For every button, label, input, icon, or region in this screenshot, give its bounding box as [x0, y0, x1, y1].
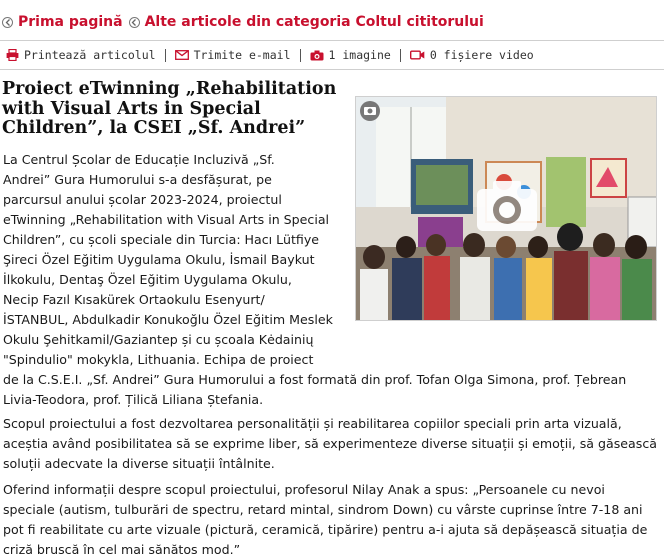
- breadcrumb-category-label: Alte articole din categoria Coltul cititorului: [144, 14, 484, 30]
- classroom-photo-illustration: [356, 97, 657, 321]
- breadcrumb: [2, 12, 484, 32]
- images-count[interactable]: [301, 49, 401, 62]
- envelope-icon: [175, 50, 189, 60]
- video-camera-icon: [410, 50, 425, 60]
- article-paragraph-3: Oferind informații despre scopul proiectului, profesorul Nilay Anak a spus: „Persoanele cu nevoi speciale (autism, tulburări de spectru, retard mintal, sindrom Down) cu vârste cuprinse între 7-18 ani pot fi reabilitate cu arte vizuale (pictură, ceramică, tipărire) pentru a-i ajuta să depășească situația de criză bruscă în cel mai sănătos mod.”: [3, 482, 648, 557]
- videos-count-label: 0 fișiere video: [429, 48, 534, 62]
- article-paragraph-1-continued: de la C.S.E.I. „Sf. Andrei” Gura Humorului a fost formată din prof. Tofan Olga Simona, prof. Țebrean Livia-Teodora, prof. Țilică Liliana Ștefania.: [3, 372, 627, 407]
- send-email-button[interactable]: [166, 49, 301, 62]
- videos-count[interactable]: [401, 49, 543, 62]
- breadcrumb-home-link[interactable]: [2, 14, 123, 30]
- camera-icon: [310, 50, 324, 61]
- article-paragraph-1: La Centrul Școlar de Educație Incluzivă „Sf. Andrei” Gura Humorului s-a desfășurat, pe parcursul anului școlar 2023-2024, proiectul eTwinning „Rehabilitation with Visual Arts in Special Children”, cu școli speciale din Turcia: Hacı Lütfiye Şireci Özel Eğitim Uygulama Okulu, İsmail Baykut İlkokulu, Dentaş Özel Eğitim Uygulama Okulu, Necip Fazıl Kısakürek Ortaokulu Esenyurt/ İSTANBUL, Abdulkadir Konukoğlu Özel Eğitim Meslek Okulu Şehitkamil/Gaziantep și cu școala Kėdainių "Spindulio" mokykla, Lithuania. Echipa de proiect: [3, 152, 333, 367]
- breadcrumb-home-label: Prima pagină: [18, 14, 123, 30]
- chevron-left-icon: [2, 17, 13, 28]
- images-count-label: 1 imagine: [328, 48, 391, 62]
- article-paragraph-2: Scopul proiectului a fost dezvoltarea personalității și reabilitarea copiilor speciali prin arta vizuală, aceștia având posibilitatea să se exprime liber, să experimenteze diverse situații și emoții, să găsească soluții adecvate la diverse situații întâlnite.: [3, 416, 657, 471]
- send-email-label: Trimite e-mail: [193, 48, 291, 62]
- printer-icon: [6, 49, 19, 61]
- chevron-left-icon: [129, 17, 140, 28]
- article-photo[interactable]: [355, 96, 657, 321]
- breadcrumb-category-link[interactable]: [129, 14, 484, 30]
- print-article-label: Printează articolul: [24, 48, 156, 62]
- print-article-button[interactable]: [0, 49, 166, 62]
- article-toolbar: [0, 40, 664, 70]
- article-title: Proiect eTwinning „Rehabilitation with Visual Arts in Special Children”, la CSEI „Sf. Andrei”: [2, 79, 337, 138]
